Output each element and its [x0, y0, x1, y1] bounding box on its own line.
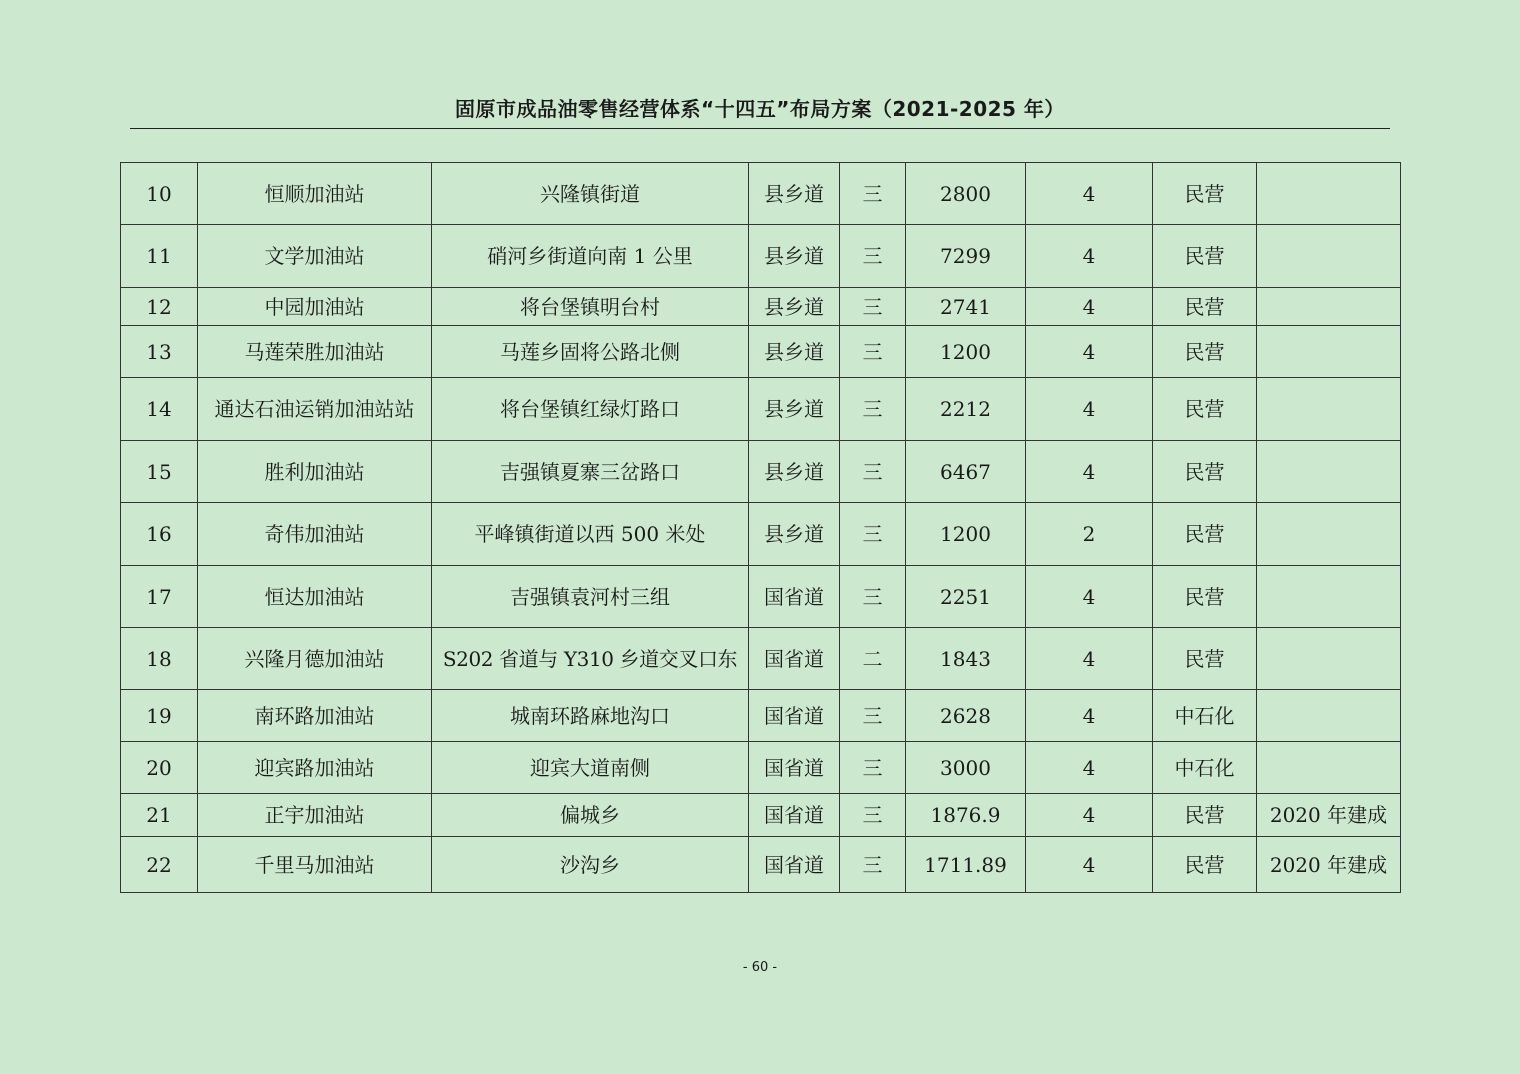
- cell-no: 21: [121, 794, 198, 837]
- cell-note: [1257, 225, 1401, 288]
- cell-count: 4: [1026, 288, 1153, 326]
- cell-road-type: 国省道: [749, 794, 840, 837]
- cell-station-name: 奇伟加油站: [198, 503, 432, 566]
- cell-grade: 三: [840, 288, 906, 326]
- cell-area: 2628: [906, 690, 1026, 742]
- cell-count: 4: [1026, 837, 1153, 893]
- cell-area: 1711.89: [906, 837, 1026, 893]
- table-row: [121, 503, 1401, 566]
- cell-ownership: 民营: [1153, 288, 1257, 326]
- cell-grade: 三: [840, 566, 906, 628]
- cell-location: 将台堡镇明台村: [432, 288, 749, 326]
- table-row: [121, 690, 1401, 742]
- cell-no: 14: [121, 378, 198, 441]
- cell-station-name: 正宇加油站: [198, 794, 432, 837]
- cell-road-type: 国省道: [749, 566, 840, 628]
- cell-location: 偏城乡: [432, 794, 749, 837]
- cell-note: 2020 年建成: [1257, 837, 1401, 893]
- cell-no: 15: [121, 441, 198, 503]
- cell-no: 20: [121, 742, 198, 794]
- cell-no: 12: [121, 288, 198, 326]
- cell-no: 11: [121, 225, 198, 288]
- cell-ownership: 民营: [1153, 441, 1257, 503]
- cell-grade: 三: [840, 503, 906, 566]
- cell-ownership: 民营: [1153, 628, 1257, 690]
- cell-area: 1200: [906, 326, 1026, 378]
- table-row: [121, 163, 1401, 225]
- table-row: [121, 326, 1401, 378]
- cell-grade: 三: [840, 690, 906, 742]
- cell-count: 4: [1026, 566, 1153, 628]
- cell-count: 4: [1026, 690, 1153, 742]
- cell-location: S202 省道与 Y310 乡道交叉口东: [432, 628, 749, 690]
- table-row: [121, 378, 1401, 441]
- cell-road-type: 县乡道: [749, 225, 840, 288]
- cell-grade: 三: [840, 742, 906, 794]
- cell-road-type: 国省道: [749, 837, 840, 893]
- table-row: [121, 837, 1401, 893]
- cell-ownership: 民营: [1153, 378, 1257, 441]
- cell-area: 2212: [906, 378, 1026, 441]
- cell-grade: 三: [840, 378, 906, 441]
- cell-location: 硝河乡街道向南 1 公里: [432, 225, 749, 288]
- cell-road-type: 国省道: [749, 742, 840, 794]
- cell-location: 将台堡镇红绿灯路口: [432, 378, 749, 441]
- cell-ownership: 民营: [1153, 837, 1257, 893]
- cell-area: 2741: [906, 288, 1026, 326]
- cell-count: 4: [1026, 163, 1153, 225]
- cell-road-type: 县乡道: [749, 163, 840, 225]
- cell-note: [1257, 690, 1401, 742]
- cell-station-name: 兴隆月德加油站: [198, 628, 432, 690]
- cell-count: 4: [1026, 378, 1153, 441]
- cell-station-name: 恒顺加油站: [198, 163, 432, 225]
- cell-location: 兴隆镇街道: [432, 163, 749, 225]
- cell-note: [1257, 378, 1401, 441]
- cell-ownership: 中石化: [1153, 742, 1257, 794]
- cell-count: 2: [1026, 503, 1153, 566]
- cell-grade: 三: [840, 163, 906, 225]
- table-row: [121, 742, 1401, 794]
- cell-location: 沙沟乡: [432, 837, 749, 893]
- cell-no: 13: [121, 326, 198, 378]
- cell-location: 马莲乡固将公路北侧: [432, 326, 749, 378]
- cell-road-type: 国省道: [749, 690, 840, 742]
- page-header-title: 固原市成品油零售经营体系“十四五”布局方案（2021-2025 年）: [455, 97, 1065, 121]
- cell-location: 城南环路麻地沟口: [432, 690, 749, 742]
- cell-road-type: 国省道: [749, 628, 840, 690]
- cell-area: 3000: [906, 742, 1026, 794]
- cell-station-name: 千里马加油站: [198, 837, 432, 893]
- gas-station-table: [120, 162, 1401, 893]
- table-row: [121, 628, 1401, 690]
- cell-location: 平峰镇街道以西 500 米处: [432, 503, 749, 566]
- cell-road-type: 县乡道: [749, 378, 840, 441]
- cell-station-name: 通达石油运销加油站站: [198, 378, 432, 441]
- cell-grade: 三: [840, 794, 906, 837]
- table-row: [121, 441, 1401, 503]
- cell-road-type: 县乡道: [749, 326, 840, 378]
- cell-no: 22: [121, 837, 198, 893]
- cell-no: 19: [121, 690, 198, 742]
- cell-note: [1257, 628, 1401, 690]
- cell-station-name: 中园加油站: [198, 288, 432, 326]
- cell-note: [1257, 288, 1401, 326]
- cell-grade: 三: [840, 837, 906, 893]
- cell-station-name: 马莲荣胜加油站: [198, 326, 432, 378]
- cell-note: [1257, 503, 1401, 566]
- cell-area: 1876.9: [906, 794, 1026, 837]
- cell-count: 4: [1026, 441, 1153, 503]
- cell-road-type: 县乡道: [749, 441, 840, 503]
- cell-note: [1257, 326, 1401, 378]
- cell-area: 7299: [906, 225, 1026, 288]
- cell-note: [1257, 742, 1401, 794]
- cell-area: 2251: [906, 566, 1026, 628]
- cell-count: 4: [1026, 628, 1153, 690]
- cell-note: 2020 年建成: [1257, 794, 1401, 837]
- cell-station-name: 文学加油站: [198, 225, 432, 288]
- cell-station-name: 南环路加油站: [198, 690, 432, 742]
- header-divider: [130, 128, 1390, 129]
- cell-count: 4: [1026, 794, 1153, 837]
- cell-area: 1200: [906, 503, 1026, 566]
- cell-no: 17: [121, 566, 198, 628]
- table-row: [121, 794, 1401, 837]
- cell-note: [1257, 163, 1401, 225]
- cell-ownership: 民营: [1153, 566, 1257, 628]
- cell-area: 1843: [906, 628, 1026, 690]
- cell-no: 10: [121, 163, 198, 225]
- cell-ownership: 民营: [1153, 503, 1257, 566]
- cell-note: [1257, 566, 1401, 628]
- cell-no: 18: [121, 628, 198, 690]
- table-row: [121, 566, 1401, 628]
- cell-grade: 三: [840, 441, 906, 503]
- cell-location: 迎宾大道南侧: [432, 742, 749, 794]
- cell-ownership: 中石化: [1153, 690, 1257, 742]
- cell-road-type: 县乡道: [749, 503, 840, 566]
- cell-grade: 三: [840, 326, 906, 378]
- cell-road-type: 县乡道: [749, 288, 840, 326]
- cell-ownership: 民营: [1153, 794, 1257, 837]
- cell-area: 6467: [906, 441, 1026, 503]
- cell-count: 4: [1026, 326, 1153, 378]
- cell-station-name: 恒达加油站: [198, 566, 432, 628]
- cell-ownership: 民营: [1153, 225, 1257, 288]
- cell-location: 吉强镇夏寨三岔路口: [432, 441, 749, 503]
- cell-count: 4: [1026, 225, 1153, 288]
- cell-count: 4: [1026, 742, 1153, 794]
- cell-grade: 二: [840, 628, 906, 690]
- table-row: [121, 225, 1401, 288]
- cell-no: 16: [121, 503, 198, 566]
- cell-station-name: 胜利加油站: [198, 441, 432, 503]
- cell-ownership: 民营: [1153, 163, 1257, 225]
- cell-area: 2800: [906, 163, 1026, 225]
- cell-ownership: 民营: [1153, 326, 1257, 378]
- page-number: - 60 -: [742, 960, 778, 975]
- cell-station-name: 迎宾路加油站: [198, 742, 432, 794]
- cell-location: 吉强镇袁河村三组: [432, 566, 749, 628]
- cell-note: [1257, 441, 1401, 503]
- cell-grade: 三: [840, 225, 906, 288]
- table-row: [121, 288, 1401, 326]
